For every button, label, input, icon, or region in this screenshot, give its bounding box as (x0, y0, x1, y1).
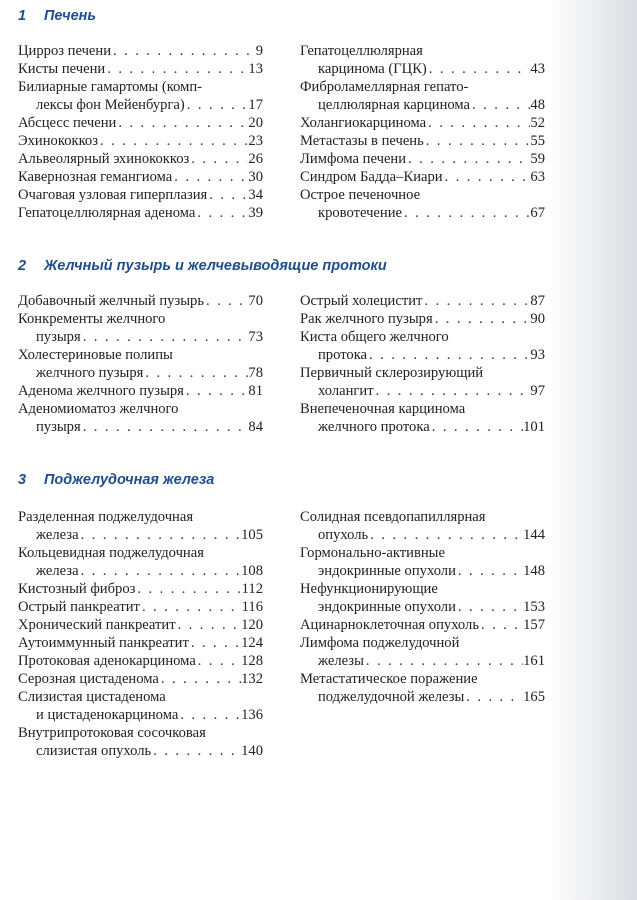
dot-leader (456, 562, 523, 580)
toc-entry-title-line: Гепатоцеллюлярная (300, 43, 423, 59)
toc-entry-title-line: Очаговая узловая гиперплазия (18, 187, 208, 203)
toc-entry-title-line: эндокринные опухоли (318, 599, 456, 615)
section-number: 2 (18, 258, 27, 274)
toc-entry[interactable] (18, 616, 263, 634)
toc-entry[interactable] (300, 78, 545, 114)
toc-entry[interactable] (18, 688, 263, 724)
toc-entry[interactable] (300, 328, 545, 364)
dot-leader (456, 598, 523, 616)
toc-column-right (300, 508, 545, 706)
toc-entry-page: 136 (241, 707, 263, 723)
toc-entry-page: 13 (248, 61, 263, 77)
toc-entry-page: 101 (523, 419, 545, 435)
toc-entry-page: 112 (241, 581, 263, 597)
toc-entry-title-line: Острое печеночное (300, 187, 421, 203)
toc-entry-title-line: Абсцесс печени (18, 115, 117, 131)
section-title-text: Печень (44, 8, 97, 24)
toc-entry-title-line: Острый панкреатит (18, 599, 140, 615)
toc-entry-page: 140 (241, 743, 263, 759)
dot-leader (374, 382, 531, 400)
toc-entry-title-line: целлюлярная карцинома (318, 97, 471, 113)
dot-leader (105, 60, 248, 78)
toc-entry[interactable] (18, 652, 263, 670)
dot-leader (185, 96, 249, 114)
toc-entry[interactable] (18, 204, 263, 222)
toc-entry[interactable] (18, 132, 263, 150)
toc-entry[interactable] (300, 544, 545, 580)
dot-leader (98, 132, 248, 150)
toc-entry-page: 17 (248, 97, 263, 113)
toc-entry-title-line: Фиброламеллярная гепато- (300, 79, 469, 95)
toc-entry-page: 70 (248, 293, 263, 309)
toc-entry[interactable] (300, 42, 545, 78)
dot-leader (424, 132, 531, 150)
toc-entry[interactable] (18, 598, 263, 616)
dot-leader (184, 382, 249, 400)
toc-entry-page: 124 (241, 635, 263, 651)
toc-entry-title-line: Холестериновые полипы (18, 347, 173, 363)
toc-entry-page: 90 (530, 311, 545, 327)
dot-leader (368, 526, 523, 544)
toc-entry-title-line: железа (36, 563, 79, 579)
toc-entry[interactable] (300, 292, 545, 310)
dot-leader (433, 310, 531, 328)
toc-entry-title-line: Добавочный желчный пузырь (18, 293, 204, 309)
toc-entry[interactable] (300, 132, 545, 150)
toc-column-right (300, 42, 545, 222)
toc-entry[interactable] (18, 400, 263, 436)
dot-leader (189, 150, 248, 168)
toc-entry-title-line: Кавернозная гемангиома (18, 169, 173, 185)
toc-entry-title-line: Гепатоцеллюлярная аденома (18, 205, 196, 221)
toc-entry[interactable] (18, 114, 263, 132)
toc-entry-title-line: и цистаденокарцинома (36, 707, 179, 723)
toc-entry-title-line: эндокринные опухоли (318, 563, 456, 579)
toc-entry-page: 93 (530, 347, 545, 363)
toc-entry[interactable] (300, 186, 545, 222)
toc-entry-title-line: Аденомиоматоз желчного (18, 401, 179, 417)
toc-entry-page: 9 (255, 43, 263, 59)
toc-entry-page: 48 (530, 97, 545, 113)
toc-entry-title-line: Кольцевидная поджелудочная (18, 545, 204, 561)
toc-entry-title-line: Внутрипротоковая сосочковая (18, 725, 206, 741)
toc-entry-title-line: слизистая опухоль (36, 743, 152, 759)
toc-entry-title-line: Нефункционирующие (300, 581, 438, 597)
dot-leader (140, 598, 242, 616)
toc-entry-title-line: Кисты печени (18, 61, 106, 77)
toc-entry-title-line: Серозная цистаденома (18, 671, 159, 687)
toc-entry[interactable] (300, 150, 545, 168)
toc-entry-title-line: желчного протока (318, 419, 430, 435)
toc-entry-title-line: Ацинарноклеточная опухоль (300, 617, 479, 633)
toc-entry-page: 161 (523, 653, 545, 669)
section-title-text: Желчный пузырь и желчевыводящие протоки (44, 258, 387, 274)
toc-entry[interactable] (300, 670, 545, 706)
toc-entry[interactable] (300, 310, 545, 328)
toc-entry-title-line: протока (318, 347, 368, 363)
toc-entry-page: 78 (248, 365, 263, 381)
toc-entry-page: 55 (530, 133, 545, 149)
toc-entry-title-line: железы (318, 653, 364, 669)
toc-entry-page: 148 (523, 563, 545, 579)
toc-entry[interactable] (300, 616, 545, 634)
dot-leader (111, 42, 256, 60)
dot-leader (81, 328, 249, 346)
toc-entry[interactable] (18, 580, 263, 598)
toc-entry[interactable] (18, 346, 263, 382)
toc-entry-page: 39 (248, 205, 263, 221)
toc-entry-title-line: железа (36, 527, 79, 543)
toc-entry-page: 20 (248, 115, 263, 131)
dot-leader (464, 688, 523, 706)
toc-entry[interactable] (18, 634, 263, 652)
toc-entry-page: 26 (248, 151, 263, 167)
toc-entry[interactable] (300, 168, 545, 186)
toc-entry-page: 128 (241, 653, 263, 669)
toc-column-left (18, 292, 263, 436)
toc-entry-page: 81 (248, 383, 263, 399)
toc-entry-title-line: Альвеолярный эхинококкоз (18, 151, 190, 167)
dot-leader (135, 580, 241, 598)
dot-leader (79, 562, 242, 580)
toc-entry-page: 120 (241, 617, 263, 633)
toc-entry-title-line: Рак желчного пузыря (300, 311, 433, 327)
dot-leader (151, 742, 241, 760)
toc-entry-page: 34 (248, 187, 263, 203)
dot-leader (479, 616, 523, 634)
toc-entry-title-line: пузыря (36, 329, 81, 345)
dot-leader (143, 364, 248, 382)
toc-entry[interactable] (300, 364, 545, 400)
dot-leader (116, 114, 248, 132)
toc-entry-page: 63 (530, 169, 545, 185)
toc-entry-title-line: Кистозный фиброз (18, 581, 136, 597)
toc-entry-page: 165 (523, 689, 545, 705)
toc-entry-page: 30 (248, 169, 263, 185)
dot-leader (367, 346, 530, 364)
toc-entry-title-line: Цирроз печени (18, 43, 112, 59)
dot-leader (443, 168, 531, 186)
section-number: 3 (18, 472, 27, 488)
toc-entry-title-line: Острый холецистит (300, 293, 423, 309)
dot-leader (430, 418, 523, 436)
section-number: 1 (18, 8, 27, 24)
dot-leader (159, 670, 241, 688)
toc-entry-page: 87 (530, 293, 545, 309)
toc-entry[interactable] (300, 634, 545, 670)
toc-entry[interactable] (300, 508, 545, 544)
toc-entry-title-line: Киста общего желчного (300, 329, 449, 345)
toc-entry-title-line: опухоль (318, 527, 369, 543)
toc-entry-title-line: пузыря (36, 419, 81, 435)
toc-entry-title-line: Гормонально-активные (300, 545, 445, 561)
dot-leader (172, 168, 248, 186)
toc-entry[interactable] (300, 400, 545, 436)
toc-entry-title-line: Конкременты желчного (18, 311, 166, 327)
toc-entry-title-line: Внепеченочная карцинома (300, 401, 466, 417)
toc-entry-title-line: Эхинококкоз (18, 133, 98, 149)
toc-entry-title-line: Аденома желчного пузыря (18, 383, 184, 399)
toc-entry[interactable] (18, 544, 263, 580)
dot-leader (178, 706, 241, 724)
dot-leader (422, 292, 530, 310)
dot-leader (195, 204, 248, 222)
toc-entry-title-line: Лимфома поджелудочной (300, 635, 460, 651)
page-edge-shade (547, 0, 637, 900)
toc-entry[interactable] (18, 670, 263, 688)
dot-leader (196, 652, 241, 670)
toc-entry[interactable] (18, 310, 263, 346)
dot-leader (204, 292, 248, 310)
toc-entry[interactable] (18, 724, 263, 760)
dot-leader (207, 186, 248, 204)
toc-entry[interactable] (18, 382, 263, 400)
toc-entry-title-line: Билиарные гамартомы (комп- (18, 79, 203, 95)
toc-entry-page: 84 (248, 419, 263, 435)
section-title (18, 8, 96, 24)
toc-entry-title-line: Метастатическое поражение (300, 671, 478, 687)
toc-column-left (18, 508, 263, 760)
toc-entry-title-line: Лимфома печени (300, 151, 407, 167)
toc-entry-page: 43 (530, 61, 545, 77)
toc-entry-page: 144 (523, 527, 545, 543)
toc-entry-title-line: карцинома (ГЦК) (318, 61, 427, 77)
toc-entry-title-line: холангит (318, 383, 374, 399)
toc-entry-page: 157 (523, 617, 545, 633)
dot-leader (364, 652, 523, 670)
toc-entry[interactable] (300, 114, 545, 132)
toc-entry-title-line: лексы фон Мейенбурга) (36, 97, 185, 113)
dot-leader (470, 96, 530, 114)
toc-entry-title-line: Разделенная поджелудочная (18, 509, 194, 525)
dot-leader (402, 204, 530, 222)
toc-entry[interactable] (18, 186, 263, 204)
dot-leader (176, 616, 242, 634)
toc-entry-title-line: Метастазы в печень (300, 133, 424, 149)
toc-entry[interactable] (300, 580, 545, 616)
dot-leader (426, 114, 530, 132)
toc-entry-page: 132 (241, 671, 263, 687)
toc-entry[interactable] (18, 508, 263, 544)
toc-entry[interactable] (18, 292, 263, 310)
toc-entry-title-line: кровотечение (318, 205, 402, 221)
toc-entry-page: 67 (530, 205, 545, 221)
toc-entry-page: 97 (530, 383, 545, 399)
toc-entry-title-line: Солидная псевдопапиллярная (300, 509, 486, 525)
toc-entry-title-line: Холангиокарцинома (300, 115, 427, 131)
dot-leader (189, 634, 241, 652)
toc-entry[interactable] (18, 150, 263, 168)
toc-entry[interactable] (18, 60, 263, 78)
toc-entry-title-line: поджелудочной железы (318, 689, 465, 705)
toc-entry[interactable] (18, 78, 263, 114)
toc-column-left (18, 42, 263, 222)
toc-entry-page: 59 (530, 151, 545, 167)
toc-entry-page: 116 (241, 599, 263, 615)
toc-entry-title-line: Хронический панкреатит (18, 617, 176, 633)
toc-entry-title-line: Первичный склерозирующий (300, 365, 484, 381)
dot-leader (427, 60, 531, 78)
toc-entry-title-line: желчного пузыря (36, 365, 144, 381)
toc-entry-page: 73 (248, 329, 263, 345)
toc-column-right (300, 292, 545, 436)
toc-entry-title-line: Синдром Бадда–Киари (300, 169, 443, 185)
section-title (18, 258, 387, 274)
toc-entry-page: 108 (241, 563, 263, 579)
toc-entry-title-line: Слизистая цистаденома (18, 689, 166, 705)
toc-entry-page: 153 (523, 599, 545, 615)
toc-entry-title-line: Аутоиммунный панкреатит (18, 635, 189, 651)
dot-leader (79, 526, 242, 544)
toc-entry-page: 23 (248, 133, 263, 149)
toc-entry-title-line: Протоковая аденокарцинома (18, 653, 196, 669)
toc-entry[interactable] (18, 42, 263, 60)
section-title-text: Поджелудочная железа (44, 472, 215, 488)
section-title (18, 472, 214, 488)
toc-entry[interactable] (18, 168, 263, 186)
toc-entry-page: 105 (241, 527, 263, 543)
toc-entry-page: 52 (530, 115, 545, 131)
dot-leader (406, 150, 530, 168)
dot-leader (81, 418, 249, 436)
